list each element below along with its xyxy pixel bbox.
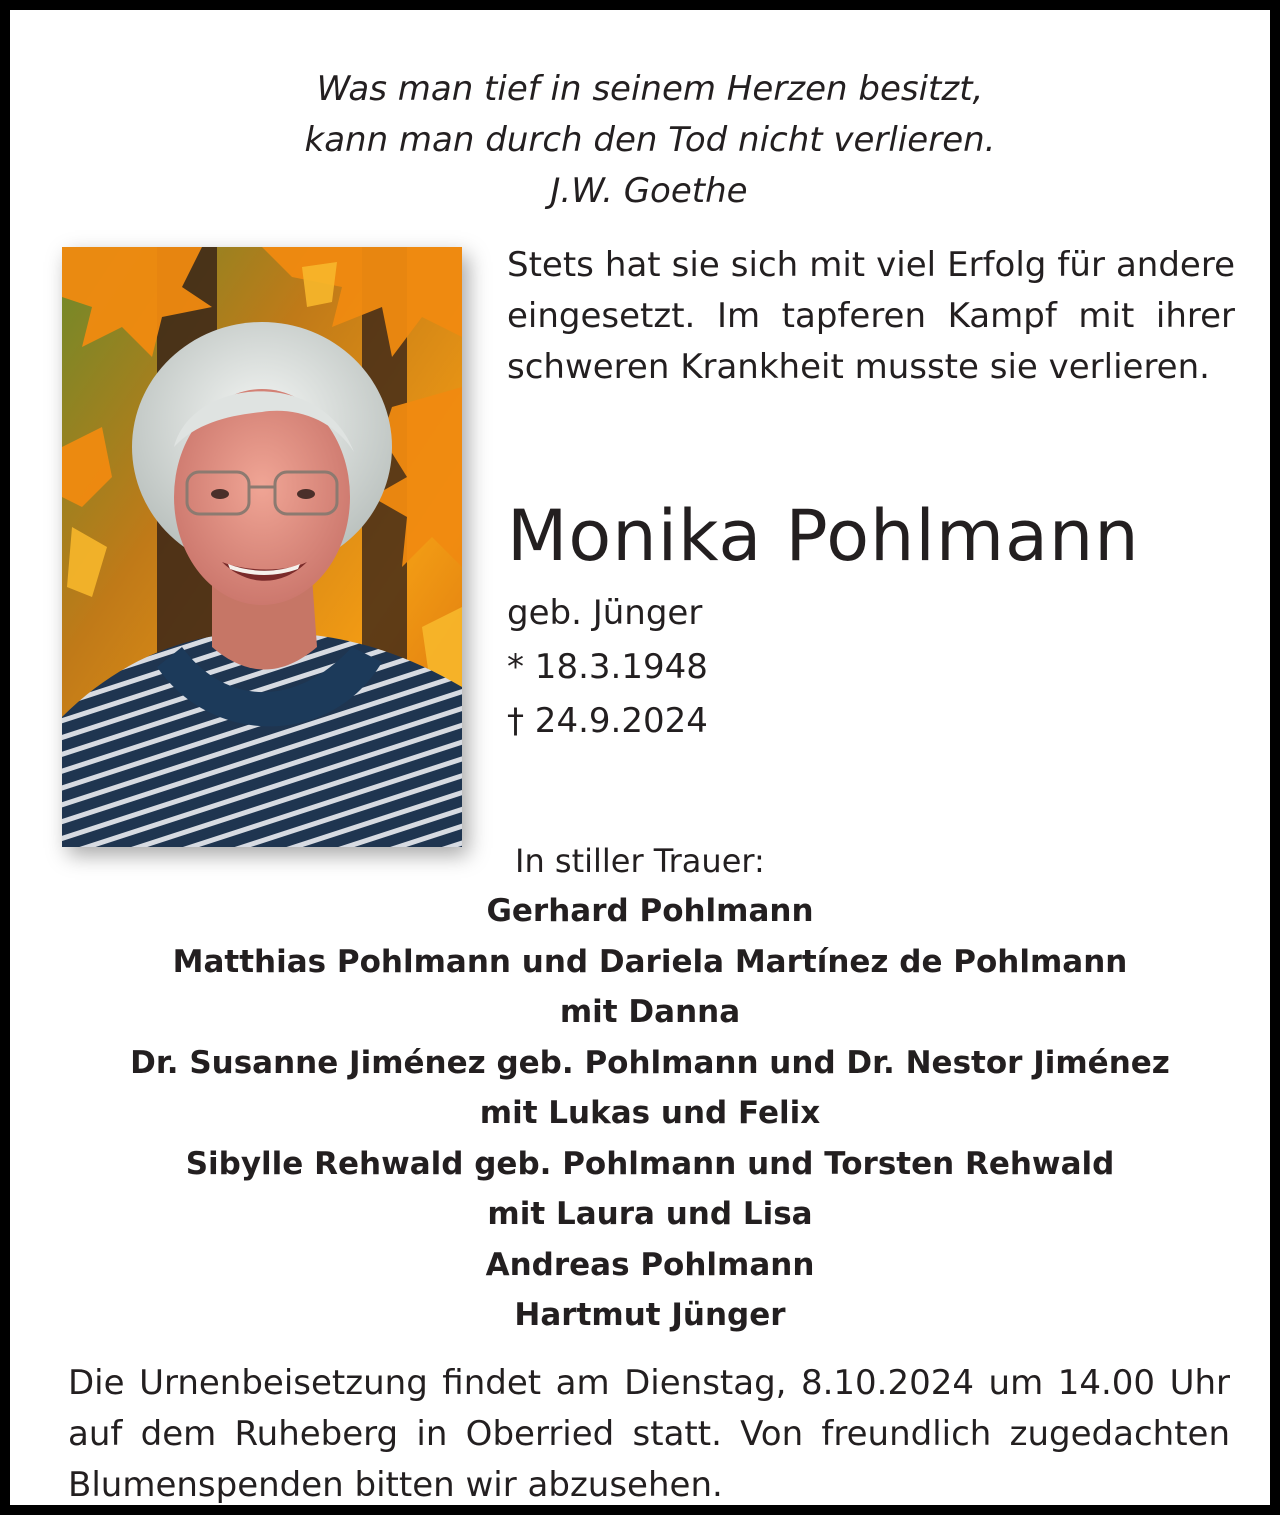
mourner-line: Andreas Pohlmann bbox=[485, 1246, 815, 1283]
life-dates bbox=[507, 586, 708, 748]
mourner-line: mit Laura und Lisa bbox=[487, 1196, 813, 1232]
mourner-line: Hartmut Jünger bbox=[514, 1297, 786, 1333]
birth-date: * 18.3.1948 bbox=[507, 647, 708, 687]
mourners-heading: In stiller Trauer: bbox=[515, 842, 765, 880]
portrait-photo bbox=[62, 247, 462, 847]
quote-author: J.W. Goethe bbox=[550, 171, 748, 211]
intro-text bbox=[507, 240, 1235, 393]
death-date: † 24.9.2024 bbox=[507, 701, 708, 741]
goethe-quote bbox=[10, 64, 1280, 217]
maiden-name: geb. Jünger bbox=[507, 593, 703, 633]
intro-line: schweren Krankheit musste sie verlieren. bbox=[507, 347, 1210, 387]
quote-line: kann man durch den Tod nicht verlieren. bbox=[304, 120, 996, 160]
mourner-line: mit Lukas und Felix bbox=[479, 1095, 821, 1131]
mourner-line: Dr. Susanne Jiménez geb. Pohlmann und Dr. Nestor Jiménez bbox=[130, 1044, 1170, 1081]
deceased-name: Monika Pohlmann bbox=[507, 495, 1140, 577]
mourners-list bbox=[10, 886, 1280, 1341]
funeral-notice bbox=[68, 1358, 1230, 1511]
quote-line: Was man tief in seinem Herzen besitzt, bbox=[316, 69, 984, 109]
notice-line: auf dem Ruheberg in Oberried statt. Von freundlich zugedachten bbox=[68, 1414, 1230, 1454]
intro-line: Stets hat sie sich mit viel Erfolg für andere bbox=[507, 245, 1235, 285]
notice-line: Blumenspenden bitten wir abzusehen. bbox=[68, 1465, 723, 1505]
mourner-line: Sibylle Rehwald geb. Pohlmann und Torsten Rehwald bbox=[185, 1145, 1115, 1182]
notice-line: Die Urnenbeisetzung findet am Dienstag, 8.10.2024 um 14.00 Uhr bbox=[68, 1363, 1230, 1403]
mourner-line: mit Danna bbox=[559, 994, 741, 1030]
mourner-line: Gerhard Pohlmann bbox=[486, 893, 814, 929]
intro-line: eingesetzt. Im tapferen Kampf mit ihrer bbox=[507, 296, 1235, 336]
mourner-line: Matthias Pohlmann und Dariela Martínez de Pohlmann bbox=[172, 943, 1128, 980]
